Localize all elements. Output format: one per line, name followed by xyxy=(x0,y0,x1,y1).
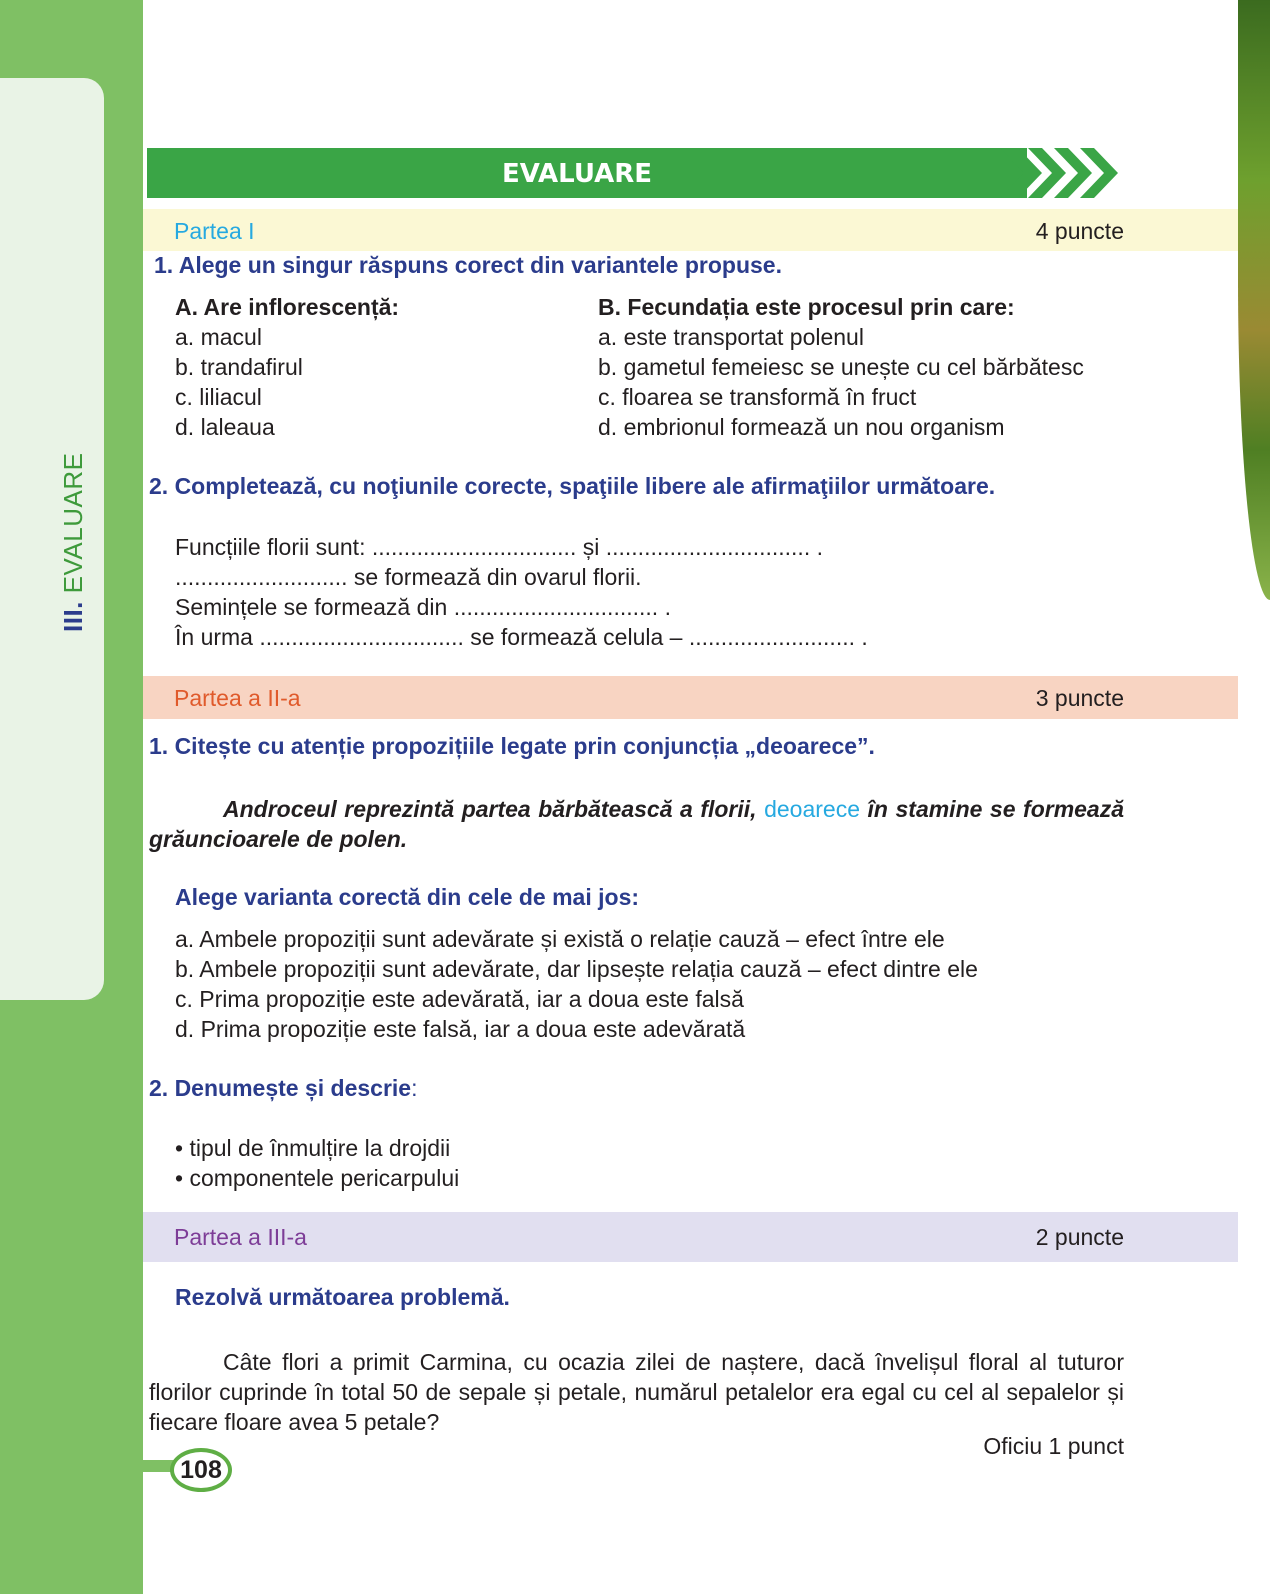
question-2-bold: 2. Denumește și descrie xyxy=(149,1075,412,1101)
chapter-number: III. xyxy=(58,601,88,632)
part-2-question-2 xyxy=(149,1073,417,1103)
chapter-side-label xyxy=(58,453,89,632)
question-b-option: d. embrionul formează un nou organism xyxy=(598,414,1005,440)
part-1-question-2: 2. Completează, cu noţiunile corecte, spaţiile libere ale afirmaţiilor următoare. xyxy=(149,473,996,499)
fill-in-line: Funcțiile florii sunt: ................................ și ................................ . xyxy=(175,534,823,560)
part-2-question-1: 1. Citește cu atenție propozițiile legate prin conjuncția „deoarece”. xyxy=(149,733,875,759)
part-2-points: 3 puncte xyxy=(1035,685,1124,711)
choose-instruction: Alege varianta corectă din cele de mai jos: xyxy=(175,884,640,910)
question-b-option: b. gametul femeiesc se unește cu cel bărbătesc xyxy=(598,354,1084,380)
fill-in-line: Semințele se formează din ................................ . xyxy=(175,594,671,620)
part-1-question-1: 1. Alege un singur răspuns corect din variantele propuse. xyxy=(154,252,782,278)
part-3-points: 2 puncte xyxy=(1035,1224,1124,1250)
page-title: EVALUARE xyxy=(501,159,653,189)
part-1-title: Partea I xyxy=(174,218,255,244)
bullet-item: • tipul de înmulțire la drojdii xyxy=(175,1135,451,1161)
part-3-prompt: Rezolvă următoarea problemă. xyxy=(175,1284,510,1310)
part-1-points: 4 puncte xyxy=(1035,218,1124,244)
leaf-photo-strip xyxy=(1238,0,1270,600)
chapter-title: EVALUARE xyxy=(58,452,88,594)
question-a-option: a. macul xyxy=(175,324,262,350)
answer-option: b. Ambele propoziții sunt adevărate, dar lipsește relația cauză – efect dintre ele xyxy=(175,956,978,982)
question-a-title: A. Are inflorescență: xyxy=(175,294,400,320)
part-3-title: Partea a III-a xyxy=(174,1224,307,1250)
word-problem: Câte flori a primit Carmina, cu ocazia zilei de naștere, dacă învelișul floral al tuturor florilor cuprinde în total 50 de sepale și petale, numărul petalelor era egal cu cel al sepalelor și fiecare floare avea 5 petale? xyxy=(149,1349,1124,1435)
statement-conjunction: deoarece xyxy=(764,796,860,822)
chevrons-icon xyxy=(1000,148,1125,198)
answer-option: c. Prima propoziție este adevărată, iar a doua este falsă xyxy=(175,986,744,1012)
answer-option: d. Prima propoziție este falsă, iar a doua este adevărată xyxy=(175,1016,746,1042)
statement-second-part: în stamine se formează grăuncioarele de polen. xyxy=(149,796,1125,852)
question-a-option: b. trandafirul xyxy=(175,354,303,380)
statement-first-part: Androceul reprezintă partea bărbătească a florii, xyxy=(223,796,757,822)
fill-in-line: În urma ................................ se formează celula – .......................... . xyxy=(175,624,868,650)
question-b-title: B. Fecundația este procesul prin care: xyxy=(598,294,1015,320)
question-b-option: a. este transportat polenul xyxy=(598,324,864,350)
oficiu-points: Oficiu 1 punct xyxy=(983,1433,1124,1459)
page-number: 108 xyxy=(170,1448,232,1492)
question-a-option: d. laleaua xyxy=(175,414,275,440)
answer-option: a. Ambele propoziții sunt adevărate și există o relație cauză – efect între ele xyxy=(175,926,945,952)
cause-effect-statement xyxy=(149,794,1124,854)
question-a-option: c. liliacul xyxy=(175,384,262,410)
fill-in-line: ........................... se formează din ovarul florii. xyxy=(175,564,642,590)
question-2-colon: : xyxy=(411,1075,418,1101)
part-2-title: Partea a II-a xyxy=(174,685,301,711)
bullet-item: • componentele pericarpului xyxy=(175,1165,460,1191)
question-b-option: c. floarea se transformă în fruct xyxy=(598,384,917,410)
